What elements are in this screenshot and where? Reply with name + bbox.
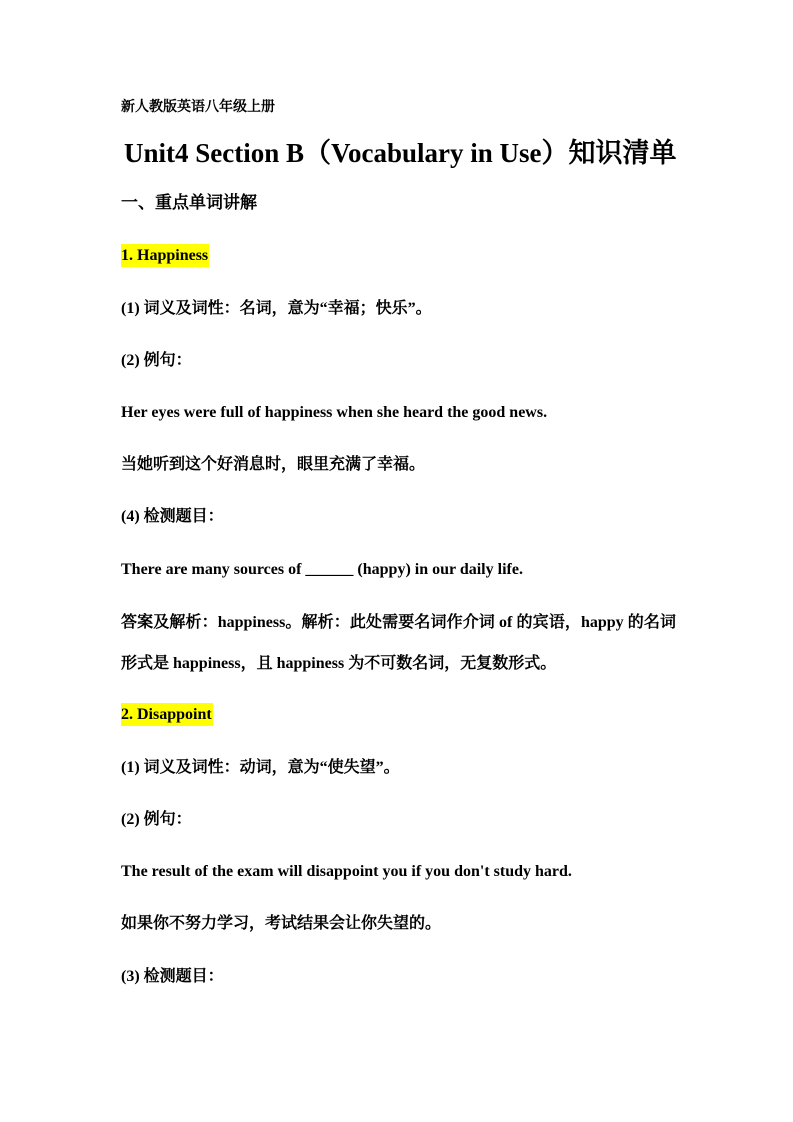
example-sentence-zh: 如果你不努力学习，考试结果会让你失望的。: [121, 915, 442, 932]
example-sentence-zh: 当她听到这个好消息时，眼里充满了幸福。: [121, 456, 426, 473]
word-heading-label: 1. Happiness: [121, 244, 209, 267]
example-sentence-en: Her eyes were full of happiness when she heard the good news.: [121, 404, 548, 421]
definition-line: (1) 词义及词性：名词，意为“幸福；快乐”。: [121, 300, 432, 317]
section-heading: 一、重点单词讲解: [121, 193, 257, 212]
example-label: (2) 例句：: [121, 811, 192, 828]
word-heading-label: 2. Disappoint: [121, 703, 213, 726]
answer-explanation: 答案及解析：happiness。解析：此处需要名词作介词 of 的宾语，happy 的名词形式是 happiness，且 happiness 为不可数名词，无复数形式。: [121, 614, 676, 672]
quiz-label: (4) 检测题目：: [121, 508, 224, 525]
document-subtitle: 新人教版英语八年级上册: [121, 100, 275, 115]
word-heading-happiness: [121, 246, 209, 266]
quiz-question: There are many sources of ______ (happy) in our daily life.: [121, 561, 523, 578]
quiz-label: (3) 检测题目：: [121, 968, 224, 985]
example-sentence-en: The result of the exam will disappoint you if you don't study hard.: [121, 863, 572, 880]
document-title: Unit4 Section B（Vocabulary in Use）知识清单: [124, 138, 677, 168]
definition-line: (1) 词义及词性：动词，意为“使失望”。: [121, 759, 400, 776]
word-heading-disappoint: [121, 705, 213, 725]
example-label: (2) 例句：: [121, 352, 192, 369]
